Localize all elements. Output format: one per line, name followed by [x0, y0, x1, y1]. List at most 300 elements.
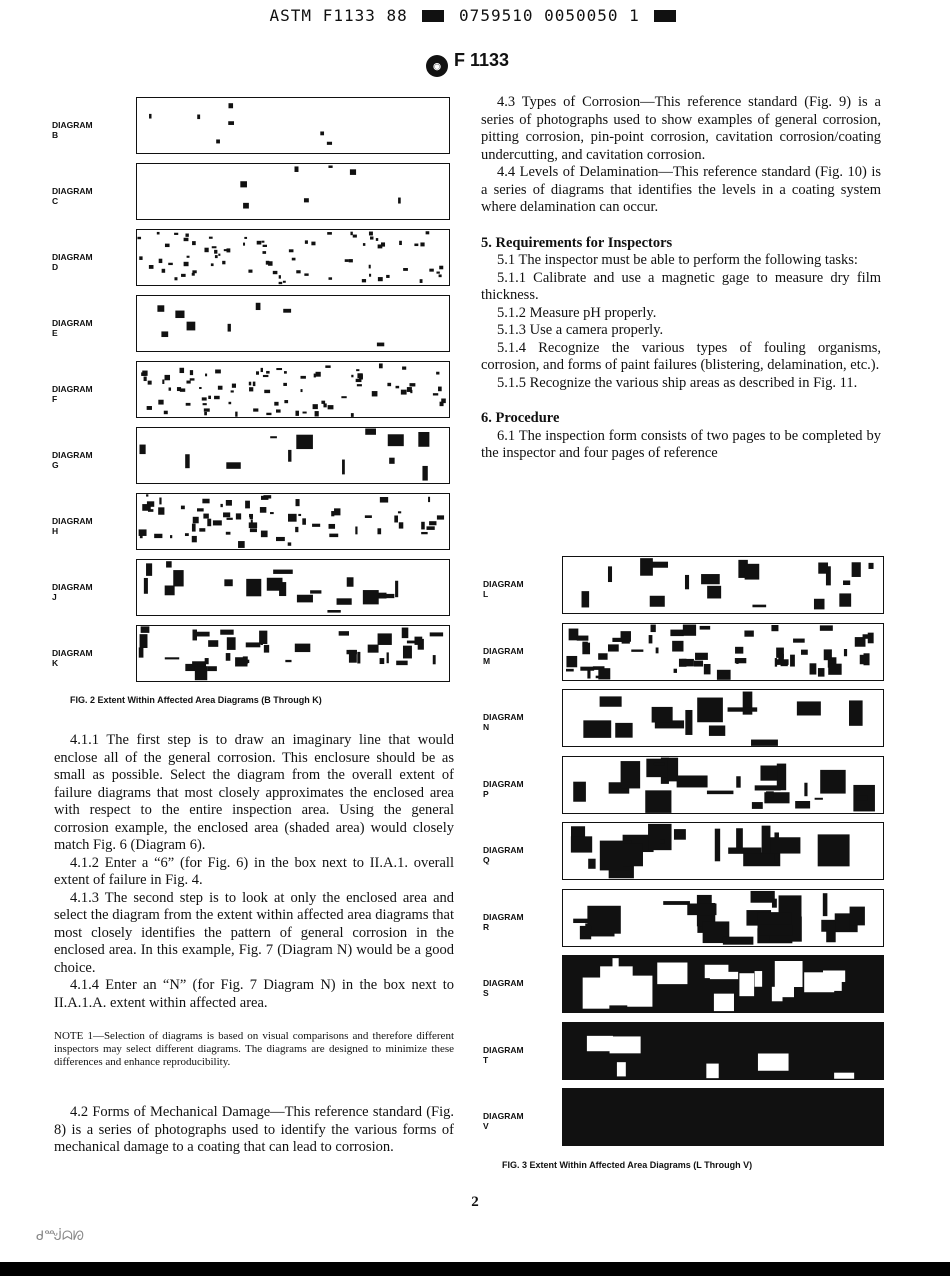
corrosion-spot: [222, 261, 225, 264]
corrosion-spot: [654, 762, 665, 764]
barcode-block: [422, 10, 444, 22]
paragraph-5-1-1: 5.1.1 Calibrate and use a magnetic gage to measure dry film thickness.: [481, 269, 881, 303]
diagram-box: [136, 229, 450, 286]
corrosion-spot: [403, 268, 408, 271]
corrosion-spot: [652, 707, 673, 723]
corrosion-spot: [608, 566, 612, 582]
corrosion-spot: [279, 275, 281, 278]
corrosion-spot: [752, 605, 766, 608]
corrosion-spot: [850, 906, 865, 925]
corrosion-spot: [166, 561, 172, 567]
corrosion-spot: [158, 507, 164, 514]
corrosion-spot: [717, 669, 731, 679]
corrosion-spot: [245, 501, 250, 509]
corrosion-spot: [399, 522, 403, 528]
corrosion-spot: [295, 644, 311, 652]
corrosion-spot: [157, 305, 164, 311]
corrosion-spot: [351, 375, 353, 378]
diagram-label: DIAGRAM T: [483, 1044, 524, 1065]
corrosion-spot: [250, 517, 253, 519]
corrosion-spot: [203, 514, 208, 519]
corrosion-spot: [728, 848, 761, 854]
corrosion-spot: [162, 269, 166, 273]
diagram-box: [562, 556, 884, 614]
corrosion-spot: [327, 610, 340, 613]
corrosion-spot: [438, 387, 442, 392]
corrosion-spot: [244, 237, 247, 239]
corrosion-spot: [422, 466, 427, 481]
corrosion-spot: [154, 534, 162, 538]
corrosion-spot: [146, 494, 148, 496]
corrosion-spot: [305, 240, 308, 243]
corrosion-spot: [814, 599, 825, 610]
corrosion-spot: [329, 524, 336, 529]
corrosion-spot: [600, 696, 622, 706]
corrosion-spot: [180, 388, 185, 391]
corrosion-spot: [353, 235, 357, 238]
corrosion-spot: [615, 723, 632, 738]
corrosion-spot: [284, 400, 288, 403]
corrosion-spot: [582, 642, 590, 654]
corrosion-spot: [388, 434, 404, 446]
corrosion-spot: [707, 790, 733, 794]
designation-text: F 1133: [454, 50, 510, 70]
corrosion-spot: [362, 279, 366, 282]
corrosion-spot: [215, 369, 221, 373]
corrosion-spot: [141, 626, 150, 632]
corrosion-spot: [161, 331, 168, 337]
corrosion-spot: [301, 389, 303, 392]
corrosion-spot: [694, 660, 703, 666]
corrosion-spot: [640, 558, 653, 576]
intact-area: [710, 972, 738, 979]
corrosion-spot: [323, 403, 326, 407]
paragraph-4-3: 4.3 Types of Corrosion—This reference standard (Fig. 9) is a series of photographs used to show examples of general corrosion, pitting corrosion, pin-point corrosion, cavitation corrosion/coating undercutting, and cavitation corrosion.: [481, 94, 881, 163]
corrosion-spot: [285, 660, 291, 662]
corrosion-spot: [801, 649, 808, 654]
section-6-heading: 6. Procedure: [481, 410, 560, 426]
corrosion-spot: [824, 649, 832, 660]
corrosion-spot: [379, 363, 383, 368]
corrosion-spot: [439, 266, 443, 270]
corrosion-spot: [385, 594, 395, 598]
corrosion-spot: [262, 241, 265, 243]
intact-area: [714, 994, 734, 1011]
note-1: NOTE 1—Selection of diagrams is based on visual comparisons and therefore different inspectors may select different diagrams. The diagrams are designed to minimize these differences and enhance reproducibility.: [54, 1030, 454, 1068]
intact-area: [808, 981, 822, 989]
corrosion-spot: [378, 277, 383, 281]
corrosion-spot: [418, 432, 429, 447]
corrosion-spot: [304, 273, 308, 275]
corrosion-spot: [303, 412, 307, 414]
corrosion-spot: [263, 375, 268, 377]
corrosion-spot: [380, 497, 388, 503]
corrosion-spot: [270, 512, 274, 514]
corrosion-spot: [623, 843, 643, 866]
right-column-text: [481, 94, 881, 463]
corrosion-spot: [421, 522, 425, 530]
corrosion-spot: [745, 564, 760, 580]
corrosion-spot: [571, 836, 592, 852]
corrosion-spot: [249, 387, 253, 391]
corrosion-spot: [342, 460, 345, 475]
corrosion-spot: [402, 628, 409, 639]
diagram-label: DIAGRAM R: [483, 911, 524, 932]
corrosion-spot: [715, 829, 720, 862]
corrosion-spot: [329, 277, 333, 279]
corrosion-spot: [407, 387, 412, 392]
corrosion-spot: [650, 596, 665, 607]
corrosion-spot: [752, 802, 763, 809]
corrosion-spot: [313, 404, 318, 409]
corrosion-spot: [395, 581, 398, 597]
diagram-box: [562, 822, 884, 880]
corrosion-spot: [228, 121, 234, 125]
corrosion-spot: [421, 532, 427, 534]
diagram-label: DIAGRAM F: [52, 383, 93, 404]
corrosion-spot: [192, 524, 196, 532]
corrosion-spot: [797, 701, 821, 715]
intact-area: [706, 1063, 718, 1078]
corrosion-spot: [428, 497, 430, 502]
corrosion-spot: [563, 1089, 883, 1145]
corrosion-spot: [149, 265, 154, 269]
corrosion-spot: [227, 637, 236, 650]
corrosion-spot: [257, 241, 262, 245]
corrosion-spot: [253, 408, 258, 411]
corrosion-spot: [766, 791, 774, 798]
corrosion-spot: [284, 371, 287, 374]
diagram-label: DIAGRAM J: [52, 581, 93, 602]
corrosion-spot: [273, 570, 293, 574]
corrosion-spot: [663, 901, 690, 905]
corrosion-spot: [256, 371, 259, 374]
corrosion-spot: [429, 269, 433, 272]
corrosion-spot: [398, 511, 401, 513]
corrosion-spot: [828, 663, 841, 674]
corrosion-spot: [226, 532, 231, 535]
corrosion-spot: [214, 250, 217, 254]
corrosion-spot: [260, 507, 266, 513]
corrosion-spot: [139, 529, 147, 536]
corrosion-spot: [235, 657, 247, 666]
corrosion-spot: [205, 374, 207, 377]
intact-area: [587, 1035, 613, 1050]
corrosion-spot: [795, 800, 810, 807]
paragraph-5-1-2: 5.1.2 Measure pH properly.: [497, 304, 657, 321]
diagram-label: DIAGRAM G: [52, 449, 93, 470]
corrosion-spot: [204, 248, 208, 253]
corrosion-spot: [140, 634, 148, 648]
corrosion-spot: [218, 386, 223, 390]
corrosion-spot: [310, 590, 321, 593]
corrosion-spot: [674, 829, 686, 840]
corrosion-spot: [302, 518, 306, 524]
corrosion-spot: [327, 142, 332, 145]
intact-area: [781, 976, 794, 997]
corrosion-spot: [580, 666, 594, 670]
corrosion-spot: [185, 533, 189, 536]
corrosion-spot: [294, 166, 298, 172]
corrosion-spot: [148, 381, 152, 385]
corrosion-spot: [566, 655, 577, 666]
corrosion-spot: [165, 657, 179, 659]
diagram-label: DIAGRAM C: [52, 185, 93, 206]
corrosion-spot: [334, 508, 340, 515]
corrosion-spot: [401, 390, 407, 395]
corrosion-spot: [243, 203, 249, 209]
corrosion-spot: [159, 498, 161, 505]
corrosion-spot: [683, 624, 696, 635]
corrosion-spot: [316, 372, 321, 377]
corrosion-spot: [695, 652, 708, 659]
paragraph-4-1-3: 4.1.3 The second step is to look at only the enclosed area and select the diagram from the extent within affected area diagrams that most closely identifies the pattern of general corrosion in the enclosed area. In this example, Fig. 7 (Diagram N) would be a good choice.: [54, 889, 454, 976]
corrosion-spot: [378, 633, 392, 645]
corrosion-spot: [208, 640, 218, 647]
corrosion-spot: [402, 366, 406, 369]
footer-handwritten-mark: ᑯᙴᗣᘗ: [36, 1228, 84, 1243]
scan-edge-bar: [0, 1262, 950, 1276]
corrosion-spot: [433, 655, 436, 664]
corrosion-spot: [685, 575, 689, 589]
corrosion-spot: [844, 649, 847, 656]
corrosion-spot: [320, 131, 324, 135]
corrosion-spot: [325, 365, 330, 367]
corrosion-spot: [414, 244, 418, 247]
corrosion-spot: [292, 258, 296, 261]
corrosion-spot: [793, 638, 805, 642]
corrosion-spot: [349, 259, 353, 262]
corrosion-spot: [328, 165, 332, 167]
corrosion-spot: [256, 303, 261, 310]
section-5-heading: 5. Requirements for Inspectors: [481, 234, 673, 251]
corrosion-spot: [196, 632, 210, 637]
standard-designation: [426, 50, 509, 77]
paragraph-5-1-5: 5.1.5 Recognize the various ship areas as described in Fig. 11.: [497, 374, 858, 391]
corrosion-spot: [235, 412, 237, 417]
diagram-label: DIAGRAM B: [52, 119, 93, 140]
corrosion-spot: [228, 324, 231, 332]
diagram-label: DIAGRAM V: [483, 1111, 524, 1131]
corrosion-spot: [227, 518, 233, 520]
corrosion-spot: [365, 429, 376, 435]
diagram-label: DIAGRAM L: [483, 579, 524, 599]
diagram-box: [562, 689, 884, 747]
corrosion-spot: [184, 262, 189, 266]
corrosion-spot: [185, 454, 189, 468]
corrosion-spot: [148, 503, 153, 506]
figure-2-caption: FIG. 2 Extent Within Affected Area Diagrams (B Through K): [70, 695, 322, 705]
corrosion-spot: [266, 413, 271, 415]
corrosion-spot: [144, 377, 147, 381]
corrosion-spot: [356, 369, 359, 371]
corrosion-spot: [700, 625, 711, 629]
barcode-block: [654, 10, 676, 22]
corrosion-spot: [621, 761, 641, 788]
paragraph-5-1-4: 5.1.4 Recognize the various types of fouling organisms, corrosion, and forms of paint failures (blistering, delamination, etc.).: [481, 339, 881, 373]
corrosion-spot: [276, 409, 281, 412]
corrosion-spot: [843, 580, 850, 585]
corrosion-spot: [677, 775, 708, 787]
corrosion-spot: [276, 368, 282, 370]
corrosion-spot: [253, 382, 256, 387]
corrosion-spot: [296, 435, 313, 449]
corrosion-spot: [868, 563, 873, 569]
corrosion-spot: [224, 579, 232, 586]
corrosion-spot: [598, 668, 610, 679]
corrosion-spot: [220, 630, 233, 635]
corrosion-spot: [238, 541, 245, 548]
corrosion-spot: [174, 233, 178, 235]
corrosion-spot: [820, 625, 833, 630]
corrosion-spot: [356, 379, 362, 382]
corrosion-spot: [137, 237, 141, 239]
corrosion-spot: [436, 272, 439, 274]
corrosion-spot: [398, 198, 401, 204]
corrosion-spot: [174, 277, 177, 280]
diagram-box: [136, 493, 450, 550]
paragraph-4-2: 4.2 Forms of Mechanical Damage—This reference standard (Fig. 8) is a series of photographs used to identify the various forms of mechanical damage to a coating that can lead to corrosion.: [54, 1104, 454, 1155]
corrosion-spot: [583, 720, 611, 738]
corrosion-spot: [264, 390, 270, 393]
corrosion-spot: [311, 242, 315, 246]
corrosion-spot: [192, 536, 197, 542]
corrosion-spot: [218, 254, 220, 256]
corrosion-spot: [810, 663, 817, 674]
intact-area: [758, 1053, 789, 1070]
corrosion-spot: [377, 343, 384, 347]
corrosion-spot: [329, 534, 338, 538]
left-column-text: [54, 732, 454, 1012]
corrosion-spot: [856, 795, 867, 801]
corrosion-spot: [751, 890, 775, 902]
corrosion-spot: [232, 384, 236, 388]
corrosion-spot: [207, 666, 217, 671]
corrosion-spot: [288, 542, 292, 545]
astm-logo-icon: ◉: [426, 55, 448, 77]
corrosion-spot: [685, 710, 692, 735]
corrosion-spot: [300, 376, 305, 379]
corrosion-spot: [215, 255, 218, 258]
corrosion-spot: [262, 251, 266, 254]
corrosion-spot: [387, 652, 389, 663]
corrosion-spot: [668, 757, 678, 781]
corrosion-spot: [164, 411, 168, 414]
corrosion-spot: [852, 562, 861, 577]
corrosion-spot: [246, 579, 261, 596]
corrosion-spot: [430, 632, 443, 636]
corrosion-spot: [701, 574, 720, 584]
corrosion-spot: [204, 408, 210, 411]
corrosion-spot: [139, 647, 144, 657]
corrosion-spot: [261, 531, 268, 538]
corrosion-spot: [304, 198, 309, 202]
corrosion-spot: [158, 400, 163, 405]
corrosion-spot: [228, 103, 233, 108]
corrosion-spot: [407, 641, 423, 644]
corrosion-spot: [744, 630, 753, 636]
corrosion-spot: [139, 256, 142, 260]
corrosion-spot: [818, 834, 850, 866]
diagram-box: [136, 97, 450, 154]
diagram-label: DIAGRAM M: [483, 645, 524, 666]
corrosion-spot: [357, 652, 360, 664]
corrosion-spot: [148, 509, 153, 512]
corrosion-spot: [860, 654, 866, 663]
corrosion-spot: [709, 726, 725, 736]
corrosion-spot: [349, 650, 357, 663]
corrosion-spot: [682, 658, 694, 665]
corrosion-spot: [369, 265, 371, 269]
corrosion-spot: [707, 586, 721, 599]
diagram-box: [562, 623, 884, 681]
diagram-box: [562, 889, 884, 947]
corrosion-spot: [439, 274, 442, 277]
corrosion-spot: [162, 380, 164, 384]
corrosion-spot: [566, 668, 574, 671]
corrosion-spot: [231, 390, 234, 392]
corrosion-spot: [144, 578, 148, 594]
corrosion-spot: [165, 244, 170, 247]
corrosion-spot: [345, 259, 349, 262]
corrosion-spot: [141, 372, 146, 376]
paragraph-6-1: 6.1 The inspection form consists of two pages to be completed by the inspector and four pages of reference: [481, 427, 881, 461]
corrosion-spot: [573, 781, 586, 801]
corrosion-spot: [192, 270, 196, 273]
corrosion-spot: [670, 629, 683, 636]
corrosion-spot: [226, 653, 231, 661]
corrosion-spot: [216, 139, 220, 143]
corrosion-spot: [185, 234, 188, 237]
corrosion-spot: [205, 658, 209, 664]
diagram-label: DIAGRAM E: [52, 317, 93, 338]
corrosion-spot: [283, 309, 291, 313]
corrosion-spot: [249, 382, 251, 386]
corrosion-spot: [202, 499, 209, 504]
control-code-left: ASTM F1133 88: [269, 6, 408, 25]
corrosion-spot: [328, 405, 334, 409]
corrosion-spot: [735, 646, 743, 653]
diagram-label: DIAGRAM S: [483, 978, 524, 998]
corrosion-spot: [377, 528, 381, 534]
document-control-code: [0, 6, 950, 25]
corrosion-spot: [312, 524, 320, 527]
corrosion-spot: [173, 570, 183, 586]
corrosion-spot: [723, 936, 754, 944]
corrosion-spot: [755, 785, 781, 790]
corrosion-spot: [213, 520, 222, 525]
corrosion-spot: [429, 521, 436, 525]
corrosion-spot: [350, 169, 356, 175]
corrosion-spot: [248, 270, 252, 273]
corrosion-spot: [863, 634, 872, 639]
corrosion-spot: [815, 797, 823, 799]
corrosion-spot: [394, 515, 398, 522]
diagram-box: [136, 427, 450, 484]
corrosion-spot: [777, 659, 789, 665]
corrosion-spot: [420, 279, 423, 283]
corrosion-spot: [288, 450, 291, 462]
corrosion-spot: [751, 740, 778, 746]
corrosion-spot: [202, 397, 207, 400]
corrosion-spot: [259, 631, 267, 644]
paragraph-5-1-3: 5.1.3 Use a camera properly.: [497, 322, 664, 338]
diagram-box: [136, 295, 450, 352]
corrosion-spot: [339, 631, 349, 635]
corrosion-spot: [184, 238, 189, 241]
corrosion-spot: [315, 411, 319, 416]
corrosion-spot: [229, 402, 232, 404]
